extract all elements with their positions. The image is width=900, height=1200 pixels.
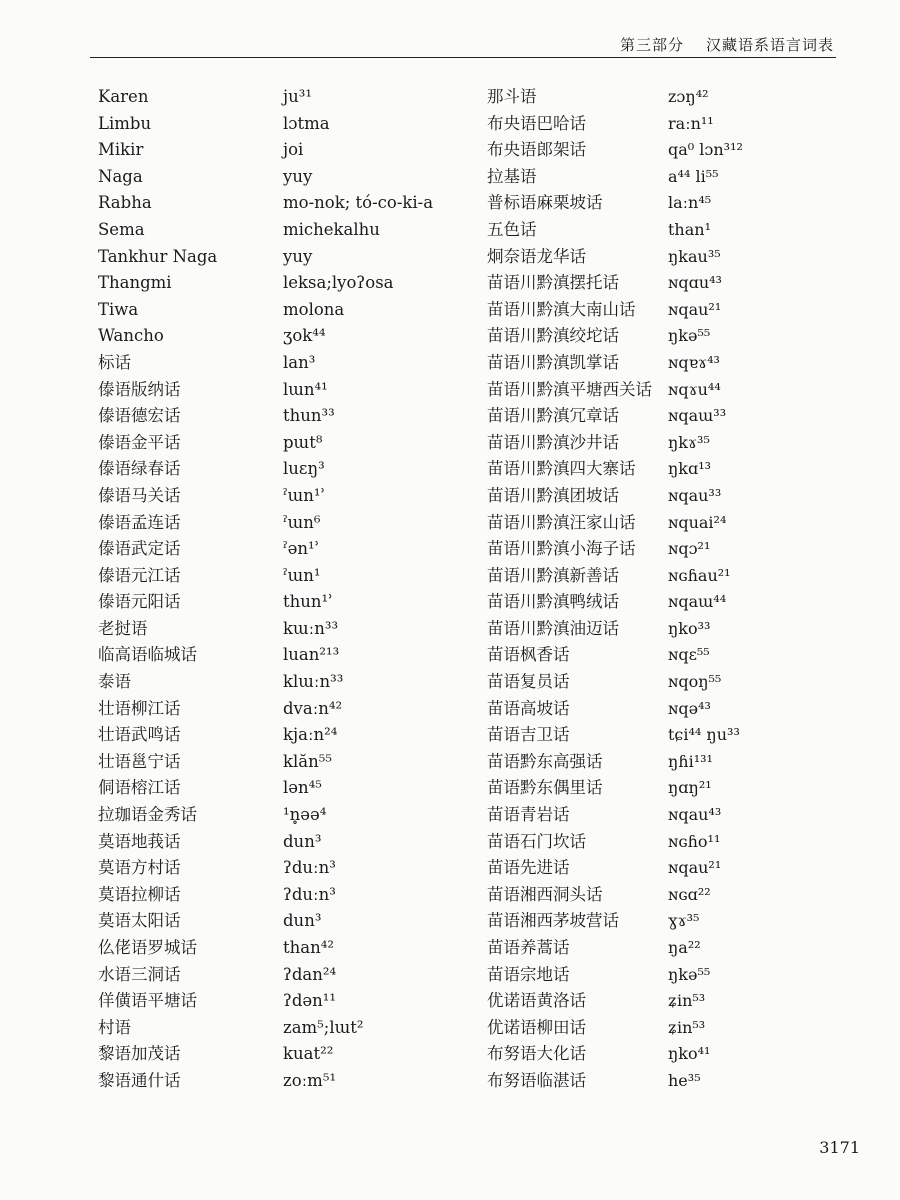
word-form: ɴqoŋ⁵⁵	[668, 672, 722, 692]
word-form: ˀən¹ʾ	[283, 539, 320, 559]
word-form: ɴɢɦau²¹	[668, 565, 731, 585]
word-form: joi	[283, 140, 304, 160]
word-form: ɴquai²⁴	[668, 512, 727, 532]
word-entry-row	[98, 829, 488, 856]
language-name: 泰语	[98, 672, 131, 692]
word-entry-row	[98, 323, 488, 350]
word-form: ɴqɔ²¹	[668, 539, 711, 559]
word-form: he³⁵	[668, 1070, 701, 1090]
word-entry-row	[98, 403, 488, 430]
language-name: 布努语临湛话	[487, 1070, 586, 1090]
word-form: ŋkə⁵⁵	[668, 964, 711, 984]
word-entry-row	[98, 84, 488, 111]
language-name: 炯奈语龙华话	[487, 246, 586, 266]
word-entry-row	[487, 430, 877, 457]
word-form: ŋko³³	[668, 618, 711, 638]
word-entry-row	[487, 722, 877, 749]
language-name: 佯僙语平塘话	[98, 991, 197, 1011]
word-entry-row	[98, 297, 488, 324]
language-name: Rabha	[98, 193, 152, 213]
language-name: 老挝语	[98, 618, 148, 638]
word-form: a⁴⁴ li⁵⁵	[668, 166, 719, 186]
word-form: ŋɦi¹³¹	[668, 751, 713, 771]
language-name: Naga	[98, 166, 143, 186]
word-entry-row	[98, 642, 488, 669]
word-form: ŋkau³⁵	[668, 246, 721, 266]
language-name: 苗语湘西茅坡营话	[487, 911, 619, 931]
language-name: 苗语先进话	[487, 858, 570, 878]
header-rule	[90, 57, 836, 58]
word-entry-row	[98, 696, 488, 723]
word-entry-row	[487, 962, 877, 989]
left-word-column	[98, 84, 488, 1095]
word-entry-row	[487, 510, 877, 537]
word-entry-row	[487, 775, 877, 802]
language-name: 苗语川黔滇小海子话	[487, 539, 636, 559]
word-entry-row	[487, 1068, 877, 1095]
word-entry-row	[98, 350, 488, 377]
header-section: 汉藏语系语言词表	[705, 36, 834, 54]
word-form: ¹n̥əə⁴	[283, 805, 327, 825]
word-entry-row	[487, 217, 877, 244]
word-entry-row	[487, 988, 877, 1015]
word-form: ŋko⁴¹	[668, 1044, 711, 1064]
word-entry-row	[98, 1041, 488, 1068]
word-entry-row	[98, 563, 488, 590]
language-name: 黎语通什话	[98, 1070, 181, 1090]
word-form: ɴɢɑ²²	[668, 884, 711, 904]
language-name: 傣语元江话	[98, 565, 181, 585]
word-form: ɴqə⁴³	[668, 698, 711, 718]
word-form: mo-nok; tó-co-ki-a	[283, 193, 434, 213]
word-entry-row	[98, 164, 488, 191]
word-entry-row	[487, 536, 877, 563]
word-entry-row	[487, 403, 877, 430]
word-entry-row	[487, 935, 877, 962]
language-name: 侗语榕江话	[98, 778, 181, 798]
word-entry-row	[98, 749, 488, 776]
word-entry-row	[98, 217, 488, 244]
language-name: 苗语高坡话	[487, 698, 570, 718]
word-form: lɔtma	[283, 113, 330, 133]
language-name: 莫语地莪话	[98, 831, 181, 851]
word-entry-row	[98, 510, 488, 537]
language-name: Karen	[98, 87, 149, 106]
word-form: leksa;lyoʔosa	[283, 273, 394, 293]
language-name: 苗语川黔滇新善话	[487, 565, 619, 585]
word-form: ˀɯn¹ʾ	[283, 485, 326, 505]
word-form: ɴɢɦo¹¹	[668, 831, 721, 851]
word-form: lan³	[283, 352, 316, 372]
word-entry-row	[487, 696, 877, 723]
language-name: 优诺语柳田话	[487, 1017, 586, 1037]
language-name: 苗语石门坎话	[487, 831, 586, 851]
right-word-column	[487, 84, 877, 1095]
word-form: laːn⁴⁵	[668, 193, 712, 213]
language-name: 壮语邕宁话	[98, 751, 181, 771]
word-form: ɴqɐɤ⁴³	[668, 352, 720, 372]
word-entry-row	[98, 775, 488, 802]
language-name: 傣语绿春话	[98, 459, 181, 479]
word-entry-row	[487, 323, 877, 350]
word-entry-row	[98, 669, 488, 696]
word-entry-row	[487, 190, 877, 217]
word-entry-row	[487, 749, 877, 776]
word-form: ɴqau³³	[668, 485, 722, 505]
language-name: 苗语黔东偶里话	[487, 778, 603, 798]
word-entry-row	[487, 456, 877, 483]
word-form: luan²¹³	[283, 645, 340, 665]
word-form: ʔdən¹¹	[283, 991, 337, 1011]
language-name: 苗语复员话	[487, 672, 570, 692]
word-form: thun¹ʾ	[283, 592, 334, 612]
word-entry-row	[487, 855, 877, 882]
word-entry-row	[487, 616, 877, 643]
word-form: klăn⁵⁵	[283, 751, 332, 771]
language-name: 莫语拉柳话	[98, 884, 181, 904]
word-entry-row	[487, 669, 877, 696]
word-entry-row	[98, 722, 488, 749]
language-name: 苗语吉卫话	[487, 725, 570, 745]
language-name: Mikir	[98, 140, 144, 160]
word-entry-row	[487, 1015, 877, 1042]
language-name: 苗语黔东高强话	[487, 751, 603, 771]
language-name: 苗语川黔滇鸭绒话	[487, 592, 619, 612]
word-form: lɯn⁴¹	[283, 379, 328, 399]
language-name: 壮语武鸣话	[98, 725, 181, 745]
word-entry-row	[98, 430, 488, 457]
language-name: 傣语版纳话	[98, 379, 181, 399]
language-name: 拉基语	[487, 166, 537, 186]
language-name: 拉珈语金秀话	[98, 805, 197, 825]
word-form: ju³¹	[283, 87, 312, 106]
language-name: 苗语川黔滇沙井话	[487, 432, 619, 452]
word-entry-row	[487, 84, 877, 111]
word-form: thun³³	[283, 406, 335, 426]
language-name: 黎语加茂话	[98, 1044, 181, 1064]
language-name: 水语三洞话	[98, 964, 181, 984]
word-entry-row	[487, 377, 877, 404]
word-entry-row	[98, 190, 488, 217]
word-entry-row	[98, 988, 488, 1015]
word-form: ɴqaɯ³³	[668, 406, 727, 426]
word-form: pɯt⁸	[283, 432, 323, 452]
word-entry-row	[487, 270, 877, 297]
running-header	[598, 34, 834, 55]
word-entry-row	[98, 589, 488, 616]
word-form: ŋkə⁵⁵	[668, 326, 711, 346]
word-form: zam⁵;lɯt²	[283, 1017, 364, 1037]
word-form: ʔdan²⁴	[283, 964, 337, 984]
language-name: 苗语湘西洞头话	[487, 884, 603, 904]
word-form: zoːm⁵¹	[283, 1070, 337, 1090]
word-entry-row	[487, 244, 877, 271]
word-entry-row	[98, 137, 488, 164]
word-entry-row	[98, 908, 488, 935]
word-entry-row	[487, 297, 877, 324]
language-name: 苗语川黔滇绞坨话	[487, 326, 619, 346]
word-entry-row	[98, 802, 488, 829]
language-name: 壮语柳江话	[98, 698, 181, 718]
word-entry-row	[98, 855, 488, 882]
word-form: ʒok⁴⁴	[283, 326, 326, 346]
word-form: ɴqɑu⁴³	[668, 273, 722, 293]
language-name: 傣语金平话	[98, 432, 181, 452]
language-name: 苗语川黔滇平塘西关话	[487, 379, 652, 399]
language-name: 傣语元阳话	[98, 592, 181, 612]
language-name: 苗语川黔滇团坡话	[487, 485, 619, 505]
word-entry-row	[487, 483, 877, 510]
language-name: Limbu	[98, 113, 152, 133]
language-name: 布努语大化话	[487, 1044, 586, 1064]
word-form: qa⁰ lɔn³¹²	[668, 140, 743, 160]
word-form: dun³	[283, 831, 322, 851]
word-form: ŋkɑ¹³	[668, 459, 712, 479]
word-entry-row	[98, 456, 488, 483]
word-form: klɯːn³³	[283, 672, 344, 692]
language-name: Tiwa	[98, 299, 139, 319]
language-name: 布央语巴哈话	[487, 113, 586, 133]
language-name: 苗语养蒿话	[487, 938, 570, 957]
language-name: 苗语川黔滇汪家山话	[487, 512, 636, 532]
word-entry-row	[487, 589, 877, 616]
language-name: 苗语川黔滇油迈话	[487, 618, 619, 638]
language-name: 苗语川黔滇冗章话	[487, 406, 619, 426]
word-form: ɴqau²¹	[668, 299, 722, 319]
word-entry-row	[98, 536, 488, 563]
language-name: 傣语孟连话	[98, 512, 181, 532]
language-name: 苗语宗地话	[487, 964, 570, 984]
word-entry-row	[98, 377, 488, 404]
word-form: than¹	[668, 219, 711, 239]
word-entry-row	[98, 962, 488, 989]
word-form: ɴqɛ⁵⁵	[668, 645, 710, 665]
word-entry-row	[487, 350, 877, 377]
word-entry-row	[487, 642, 877, 669]
word-form: ʑin⁵³	[668, 1017, 706, 1037]
language-name: Tankhur Naga	[98, 246, 218, 266]
word-form: luɛŋ³	[283, 459, 325, 479]
language-name: 村语	[98, 1017, 131, 1037]
word-entry-row	[98, 935, 488, 962]
word-entry-row	[487, 802, 877, 829]
language-name: 莫语方村话	[98, 858, 181, 878]
word-form: dvaːn⁴²	[283, 698, 343, 718]
word-form: kjaːn²⁴	[283, 725, 338, 745]
word-entry-row	[98, 616, 488, 643]
word-form: ŋkɤ³⁵	[668, 432, 710, 452]
word-entry-row	[487, 137, 877, 164]
word-form: ˀɯn⁶	[283, 512, 321, 532]
word-entry-row	[487, 882, 877, 909]
word-form: lən⁴⁵	[283, 778, 322, 798]
word-form: ŋa²²	[668, 938, 701, 957]
language-name: 布央语郎架话	[487, 140, 586, 160]
word-entry-row	[487, 563, 877, 590]
word-entry-row	[98, 483, 488, 510]
language-name: 苗语川黔滇大南山话	[487, 299, 636, 319]
word-form: zɔŋ⁴²	[668, 87, 709, 106]
word-entry-row	[487, 829, 877, 856]
language-name: 五色话	[487, 219, 537, 239]
word-form: ŋɑŋ²¹	[668, 778, 712, 798]
language-name: 标话	[98, 352, 131, 372]
word-entry-row	[98, 111, 488, 138]
word-form: kuat²²	[283, 1044, 334, 1064]
word-form: kɯːn³³	[283, 618, 339, 638]
language-name: 普标语麻栗坡话	[487, 193, 603, 213]
word-entry-row	[98, 882, 488, 909]
page-number: 3171	[819, 1138, 860, 1157]
word-entry-row	[98, 1015, 488, 1042]
language-name: 那斗语	[487, 87, 537, 106]
language-name: 傣语马关话	[98, 485, 181, 505]
word-form: ʑin⁵³	[668, 991, 706, 1011]
language-name: 苗语川黔滇四大寨话	[487, 459, 636, 479]
word-entry-row	[487, 908, 877, 935]
word-form: ʔduːn³	[283, 884, 336, 904]
word-form: ɴqɤu⁴⁴	[668, 379, 721, 399]
language-name: 傣语德宏话	[98, 406, 181, 426]
word-form: michekalhu	[283, 219, 380, 239]
language-name: 苗语川黔滇摆托话	[487, 273, 619, 293]
word-form: ˀɯn¹	[283, 565, 321, 585]
word-entry-row	[487, 1041, 877, 1068]
word-entry-row	[487, 111, 877, 138]
word-entry-row	[98, 244, 488, 271]
word-form: ɣɤ³⁵	[668, 911, 700, 931]
language-name: 莫语太阳话	[98, 911, 181, 931]
language-name: 苗语青岩话	[487, 805, 570, 825]
word-form: ɴqau²¹	[668, 858, 722, 878]
word-form: yuy	[283, 246, 313, 266]
word-form: yuy	[283, 166, 313, 186]
word-form: ɴqau⁴³	[668, 805, 722, 825]
header-part: 第三部分	[619, 36, 684, 54]
word-form: than⁴²	[283, 938, 334, 957]
word-form: ɴqaɯ⁴⁴	[668, 592, 727, 612]
language-name: 傣语武定话	[98, 539, 181, 559]
word-form: molona	[283, 299, 345, 319]
language-name: 苗语川黔滇凯掌话	[487, 352, 619, 372]
language-name: Thangmi	[98, 273, 172, 293]
language-name: 优诺语黄洛话	[487, 991, 586, 1011]
language-name: 苗语枫香话	[487, 645, 570, 665]
word-entry-row	[98, 1068, 488, 1095]
word-entry-row	[98, 270, 488, 297]
word-form: dun³	[283, 911, 322, 931]
word-form: tɕi⁴⁴ ŋu³³	[668, 725, 740, 745]
language-name: 仫佬语罗城话	[98, 938, 197, 957]
language-name: 临高语临城话	[98, 645, 197, 665]
language-name: Sema	[98, 219, 145, 239]
language-name: Wancho	[98, 326, 164, 346]
word-form: raːn¹¹	[668, 113, 714, 133]
word-form: ʔduːn³	[283, 858, 336, 878]
word-entry-row	[487, 164, 877, 191]
